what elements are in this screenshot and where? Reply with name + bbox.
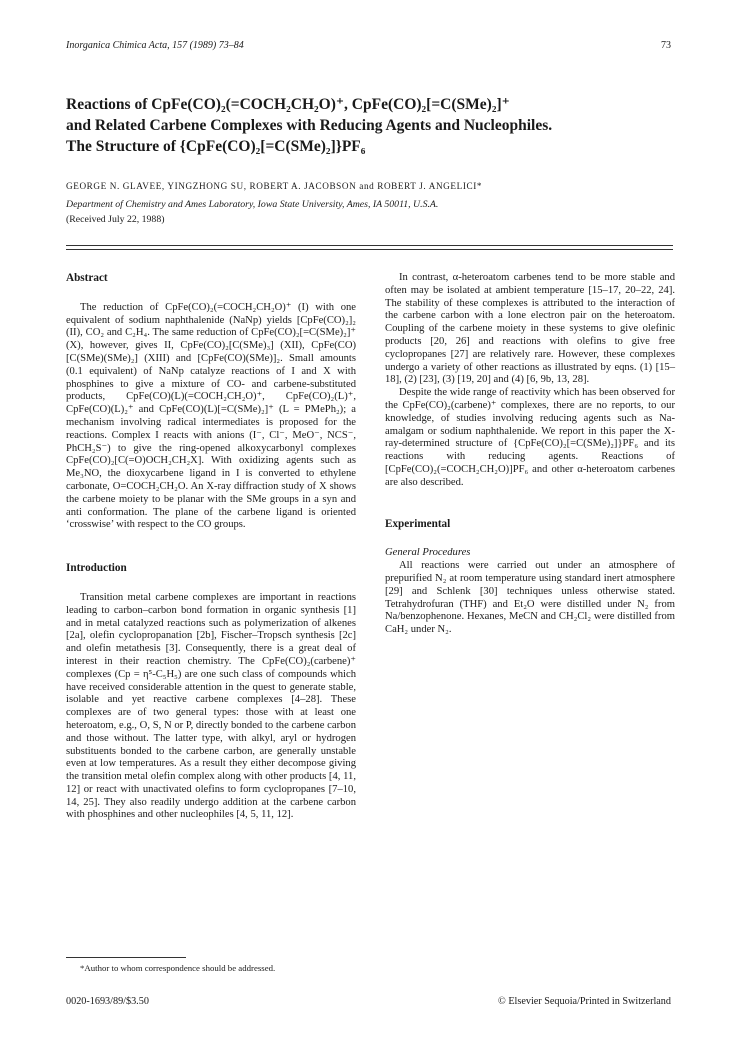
title-line-3: The Structure of {CpFe(CO)₂[=C(SMe)₂]}PF₆ [66,138,366,155]
running-head [66,40,671,54]
general-procedures-heading: General Procedures [385,547,471,559]
left-column [66,272,356,822]
article-title [66,94,676,157]
page-footer [66,996,671,1010]
publisher-line: © Elsevier Sequoia/Printed in Switzerland [498,996,671,1007]
title-line-1: Reactions of CpFe(CO)₂(=COCH₂CH₂O)⁺, CpFe(CO)₂[=C(SMe)₂]⁺ [66,96,510,113]
header-rule-bottom [66,249,673,250]
abstract-heading: Abstract [66,272,108,284]
abstract-text: The reduction of CpFe(CO)₂(=COCH₂CH₂O)⁺ (I) with one equivalent of sodium naphthalenide (NaNp) yields [CpFe(CO)₂]₂ (II), CO₂ and C₂H₄. The same reduction of CpFe(CO)₂[=C(SMe)₂]⁺ (X), however, gives II, CpFe(CO)₂[C(SMe)₃] (XII), CpFe(CO)[C(SMe)(SMe)₂] (XIII) and [CpFe(CO)(SMe)]₂. Small amounts (0.1 equivalent) of NaNp catalyze reactions of I and X with phosphines to give a mixture of CO- and carbene-substituted products, CpFe(CO)(L)(=COCH₂CH₂O)⁺, CpFe(CO)₂(L)⁺, CpFe(CO)(L)₂⁺ and CpFe(CO)(L)[=C(SMe)₂]⁺ (L = PMePh₂); a mechanism involving radical intermediates is proposed for the reactions. Complex I reacts with anions (I⁻, Cl⁻, MeO⁻, NCS⁻, PhCH₂S⁻) to give the ring-opened alkoxycarbonyl complexes CpFe(CO)₂[C(=O)OCH₂CH₂X]. With oxidizing agents such as Me₃NO, the dioxycarbene ligand in I is converted to ethylene carbonate, O=COCH₂CH₂O. An X-ray diffraction study of X shows the carbene moiety to be planar with the SMe groups in a syn and anti conformation. The plane of the carbene ligand is oriented ‘crosswise’ with respect to the CO groups. [66,301,356,531]
title-line-2: and Related Carbene Complexes with Reducing Agents and Nucleophiles. [66,117,553,134]
author-list: GEORGE N. GLAVEE, YINGZHONG SU, ROBERT A. JACOBSON and ROBERT J. ANGELICI* [66,181,483,191]
experimental-heading: Experimental [385,517,451,530]
issn-code: 0020-1693/89/$3.50 [66,996,149,1007]
header-rule-top [66,245,673,246]
journal-citation: Inorganica Chimica Acta, 157 (1989) 73–84 [66,40,244,51]
experimental-paragraph-1: All reactions were carried out under an atmosphere of prepurified N₂ at room temperature using standard inert atmosphere [29] and Schlenk [30] techniques unless otherwise stated. Tetrahydrofuran (THF) and Et₂O were distilled under N₂ from Na/benzophenone. Hexanes, MeCN and CH₂Cl₂ were distilled from CaH₂ under N₂. [385,560,675,636]
affiliation: Department of Chemistry and Ames Laboratory, Iowa State University, Ames, IA 50011, U.S.A. [66,199,439,210]
introduction-heading: Introduction [66,562,127,575]
footnote-rule [66,957,186,958]
right-column [385,272,675,637]
page-number: 73 [661,40,671,51]
correspondence-footnote: *Author to whom correspondence should be addressed. [80,963,276,973]
received-date: (Received July 22, 1988) [66,214,165,225]
introduction-paragraph-2: In contrast, α-heteroatom carbenes tend to be more stable and often may be isolated at ambient temperature [15–17, 20–22, 24]. The stability of these complexes is attributed to the interaction of the carbene carbon with a lone electron pair on the heteroatom. Coupling of the carbene moiety in these systems to give olefinic products [20, 26] and reactions with olefins to give free cyclopropanes [27] are relatively rare. However, these complexes undergo a variety of other reactions as illustrated by eqns. (1) [15–18], (2) [23], (3) [19, 20] and (4) [6, 9b, 13, 28]. [385,272,675,386]
introduction-paragraph-3: Despite the wide range of reactivity which has been observed for the CpFe(CO)₂(carbene)⁺ complexes, there are no reports, to our knowledge, of studies involving reducing agents such as Na-amalgam or sodium naphthalenide. We report in this paper the X-ray-determined structure of {CpFe(CO)₂[=C(SMe)₂]}PF₆ and its reactions with reducing agents. Reactions of [CpFe(CO)₂(=COCH₂CH₂O)]PF₆ and other α-heteroatom carbenes are also described. [385,387,675,488]
introduction-paragraph-1: Transition metal carbene complexes are important in reactions leading to carbon–carbon bond formation in organic synthesis [1] and in metal catalyzed reactions such as polymerization of alkenes [2a], olefin cyclopropanation [2b], Fischer–Tropsch synthesis [2c] and olefin metathesis [3]. Consequently, there is a great deal of interest in their reaction chemistry. The CpFe(CO)₂(carbene)⁺ complexes (Cp = η⁵-C₅H₅) are one such class of compounds which have received considerable attention in the quest to generate stable, isolable and yet reactive carbene complexes [4–28]. These complexes are of two general types: those with at least one heteroatom, e.g., O, S, N or P, directly bonded to the carbene carbon and those without. The latter type, with alkyl, aryl or hydrogen substituents bonded to the carbene carbon, are generally unstable even at low temperatures. As a result they either decompose giving the transition metal olefin complex along with other products [4, 11, 12] or react with unactivated olefins to form cyclopropanes [7–10, 14, 25]. They also readily undergo addition at the carbene carbon with phosphines and other nucleophiles [4, 5, 11, 12]. [66,591,356,821]
